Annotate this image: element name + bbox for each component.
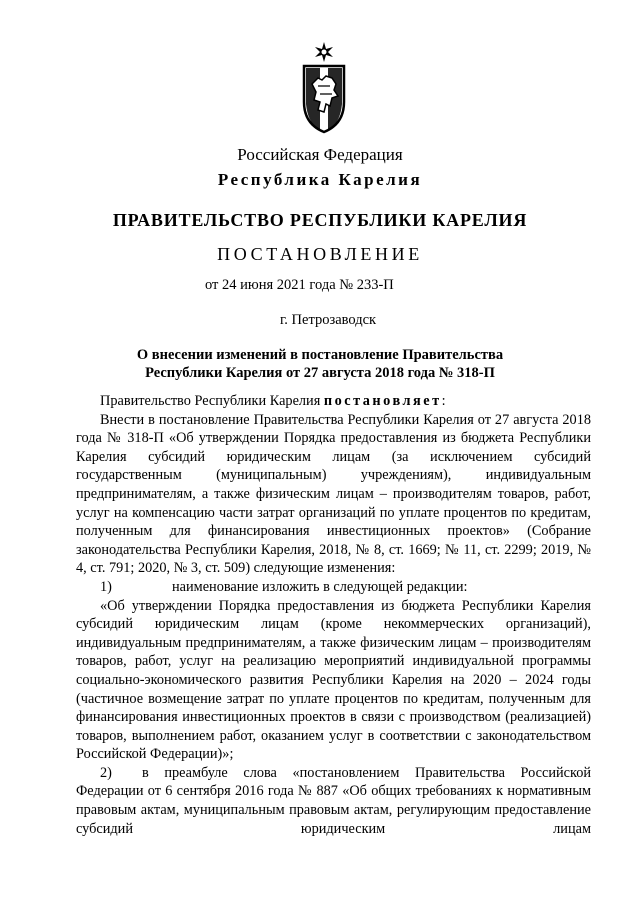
country-name: Российская Федерация [237, 145, 403, 164]
document-date-number: от 24 июня 2021 года № 233-П [205, 277, 394, 293]
item-2-text: в преамбуле слова «постановлением Правительства Российской Федерации от 6 сентября 2016 года № 887 «Об общих требованиях к нормативным правовым актам, муниципальным правовым актам, регулирующим предоставление субсидий юридическим лицам [76, 764, 591, 837]
document-city: г. Петрозаводск [280, 312, 377, 328]
main-paragraph: Внести в постановление Правительства Республики Карелия от 27 августа 2018 года № 318-П «Об утверждении Порядка предоставления из бюджета Республики Карелия субсидий юридическим лицам (за исключением субсидий государственным (муниципальным) учреждениям), индивидуальным предпринимателям, а также физическим лицам – производителям товаров, работ, услуг на компенсацию части затрат организаций по уплате процентов по кредитам, полученным для финансирования инвестиционных проектов» (Собрание законодательства Республики Карелия, 2018, № 8, ст. 1669; № 11, ст. 2299; 2019, № 4, ст. 791; 2020, № 3, ст. 509) следующие изменения: [76, 411, 591, 577]
document-body [76, 392, 591, 838]
star-icon [315, 42, 333, 62]
item-1-text: наименование изложить в следующей редакции: [172, 578, 468, 595]
intro-resolves-word: постановляет [323, 393, 442, 409]
republic-name: Республика Карелия [217, 170, 423, 189]
item-2 [76, 764, 591, 838]
subject-line-1: О внесении изменений в постановление Правительства [136, 347, 504, 363]
intro-paragraph [76, 392, 591, 411]
government-title: ПРАВИТЕЛЬСТВО РЕСПУБЛИКИ КАРЕЛИЯ [112, 210, 528, 230]
document-subject [0, 346, 640, 382]
item-1-quote: «Об утверждении Порядка предоставления из бюджета Республики Карелия субсидий юридическим лицам (кроме некоммерческих организаций), индивидуальным предпринимателям, а также физическим лицам – производителям товаров, работ, услуг на реализацию мероприятий индивидуальной программы социально-экономического развития Республики Карелия на 2020 – 2024 годы (частичное возмещение затрат по уплате процентов по кредитам, полученным для финансирования инвестиционных проектов в связи с производством (реализацией) товаров, выполнением работ, оказанием услуг в соответствии с законодательством Российской Федерации)»; [76, 597, 591, 763]
subject-line-2: Республики Карелия от 27 августа 2018 года № 318-П [145, 365, 495, 381]
karelia-coat-of-arms-icon [296, 40, 352, 134]
document-type: ПОСТАНОВЛЕНИЕ [217, 244, 423, 264]
intro-suffix: : [441, 393, 446, 409]
item-2-number: 2) [100, 764, 112, 781]
item-1 [76, 578, 591, 597]
item-1-number: 1) [100, 578, 112, 595]
intro-prefix: Правительство Республики Карелия [100, 393, 324, 409]
